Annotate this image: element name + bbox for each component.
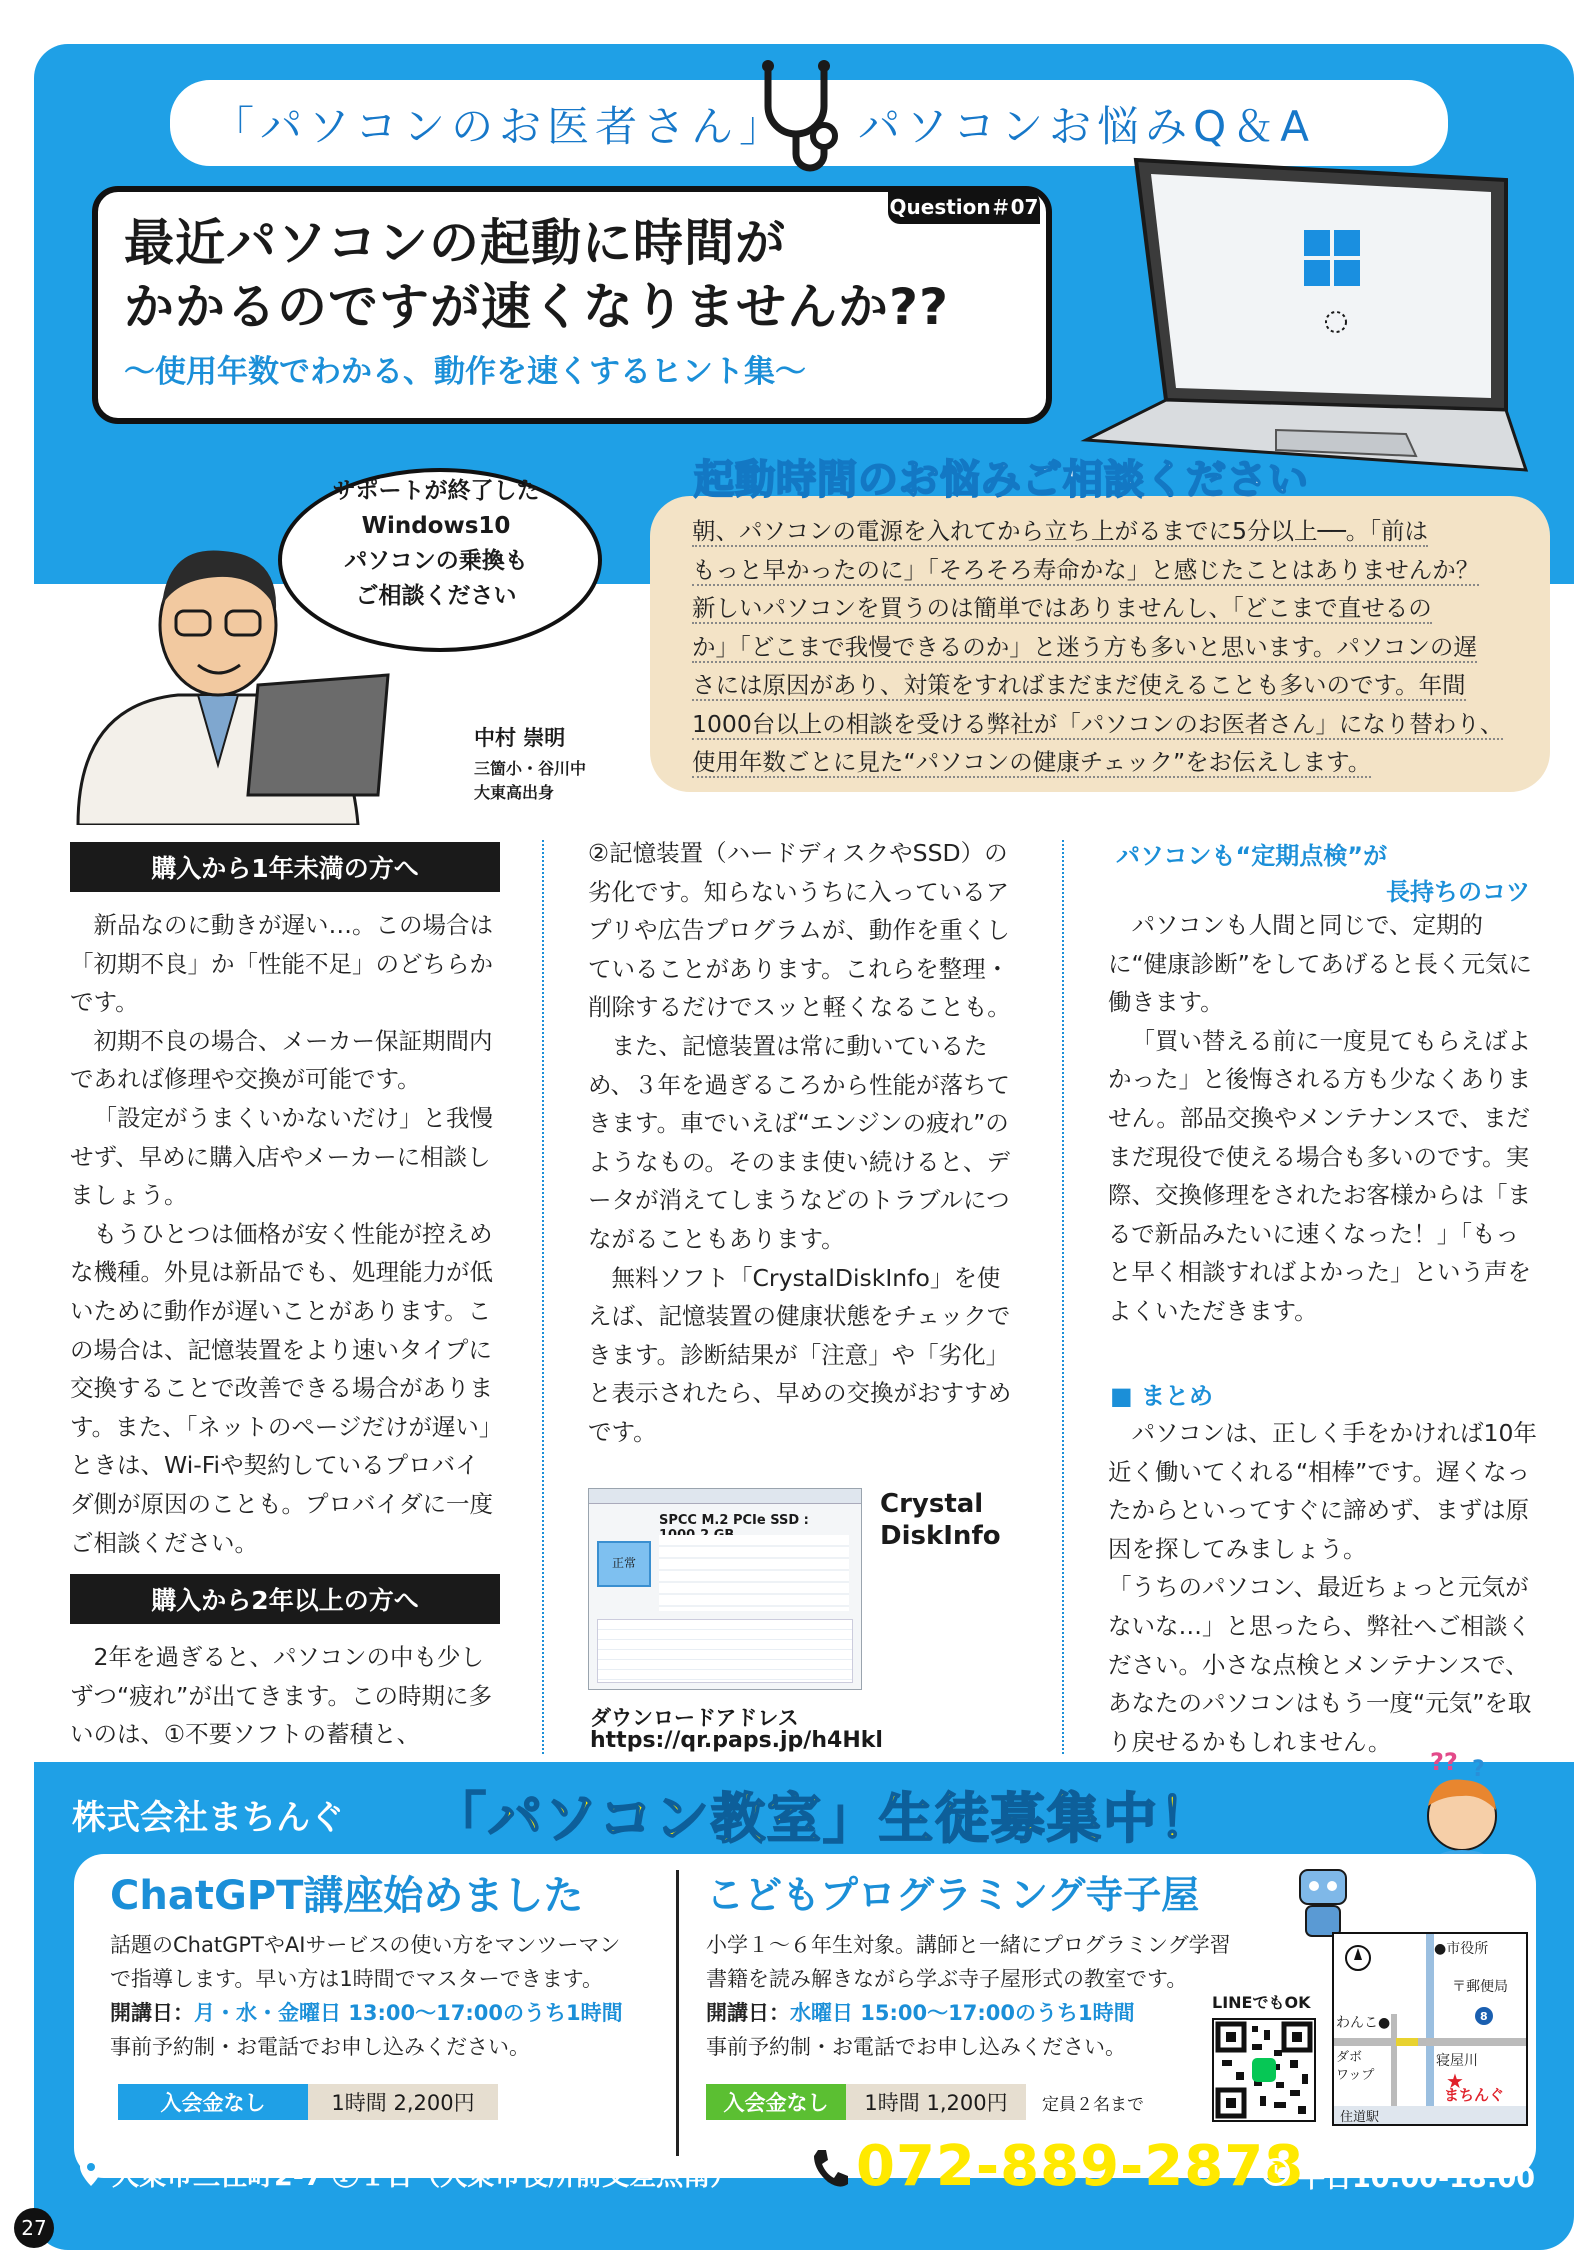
doctor-name: 中村 崇明 (474, 726, 566, 750)
banner-title: 「パソコン教室」生徒募集中！ (432, 1787, 1215, 1850)
consult-line: もっと早かったのに」「そろそろ寿命かな」と感じたことはありませんか？ (692, 555, 1480, 584)
doctor-school2: 大東高出身 (474, 783, 555, 802)
course2-fee-label: 入会金なし (706, 2084, 846, 2120)
access-map (1332, 1932, 1528, 2126)
consult-title: 起動時間のお悩みご相談ください (694, 457, 1309, 503)
summary-head: ■ まとめ (1110, 1382, 1214, 1410)
section-head-1year: 購入から1年未満の方へ (70, 842, 500, 892)
crystaldiskinfo-screenshot (588, 1488, 862, 1690)
map-label: 住道駅 (1340, 2110, 1380, 2125)
column-divider (542, 840, 544, 1754)
window-titlebar (589, 1489, 861, 1504)
paragraph: 「うちのパソコン、最近ちょっと元気がないな…」と思ったら、弊社へご相談ください。小さな点検とメンテナンスで、あなたのパソコンはもう一度“元気”を取り戻せるかもしれません。 (1108, 1573, 1532, 1756)
question-title-line2: かかるのですが速くなりませんか?? (124, 278, 950, 336)
bubble-line: パソコンの乗換も (344, 548, 528, 574)
col3-subhead-2: 長持ちのコツ (1386, 878, 1530, 906)
course2-text (706, 1928, 1286, 2064)
svg-text:??: ?? (1430, 1748, 1458, 1776)
course2-capacity: 定員２名まで (1042, 2095, 1144, 2115)
course2-line: 書籍を読み解きながら学ぶ寺子屋形式の教室です。 (706, 1967, 1188, 1991)
bubble-line: サポートが終了した (332, 478, 540, 504)
course1-line: 話題のChatGPTやAIサービスの使い方をマンツーマン (110, 1933, 621, 1957)
footer-tel[interactable]: 072-889-2878 (856, 2134, 1305, 2199)
course2-line: 小学１〜６年生対象。講師と一緒にプログラミング学習 (706, 1933, 1231, 1957)
question-title-line1: 最近パソコンの起動に時間が (124, 214, 786, 272)
course1-line: 事前予約制・お電話でお申し込みください。 (110, 2035, 530, 2059)
course1-open-label: 開講日： (110, 2001, 194, 2025)
smart-table (597, 1619, 853, 1683)
doctor-school1: 三箇小・谷川中 (474, 759, 587, 778)
map-label: 寝屋川 (1436, 2053, 1478, 2069)
question-subtitle: 〜使用年数でわかる、動作を速くするヒント集〜 (124, 354, 806, 390)
paragraph: 「設定がうまくいかないだけ」と我慢せず、早めに購入店やメーカーに相談しましょう。 (70, 1103, 493, 1210)
paragraph: 新品なのに動きが遅い…。この場合は「初期不良」か「性能不足」のどちらかです。 (70, 911, 493, 1017)
phone-icon (810, 2146, 850, 2194)
footer-hours: 平日10:00-18:00 (1298, 2163, 1536, 2194)
col3-subhead-1: パソコンも“定期点検”が (1116, 842, 1388, 870)
section-head-2years: 購入から2年以上の方へ (70, 1574, 500, 1624)
paragraph: もうひとつは価格が安く性能が控えめな機種。外見は新品でも、処理能力が低いために動作が遅いことがあります。この場合は、記憶装置をより速いタイプに交換することで改善できる場合があります。また、「ネットのページだけが遅い」ときは、Wi-Fiや契約しているプロバイダ側が原因のことも。プロバイダに一度ご相談ください。 (70, 1219, 493, 1557)
map-label: ワップ (1336, 2068, 1375, 2083)
page-number: 27 (14, 2208, 54, 2248)
laptop-illustration (1036, 150, 1536, 484)
map-label: ダボ (1336, 2050, 1363, 2065)
course1-open-value: 月・水・金曜日 13:00〜17:00のうち1時間 (194, 2001, 623, 2025)
info-rows (659, 1535, 849, 1611)
column3-body (1108, 906, 1540, 1331)
paragraph: パソコンも人間と同じで、定期的に“健康診断”をしてあげると長く元気に働きます。 (1108, 911, 1532, 1017)
map-label: ●市役所 (1434, 1941, 1489, 1957)
speech-bubble-text (278, 474, 594, 614)
bubble-line: ご相談ください (355, 583, 517, 609)
course2-title: こどもプログラミング寺子屋 (706, 1873, 1200, 1917)
column3-summary (1108, 1414, 1540, 1761)
app-label-line: DiskInfo (880, 1521, 1001, 1551)
download-label: ダウンロードアドレス (590, 1706, 799, 1730)
svg-text:?: ? (1472, 1757, 1485, 1782)
download-url[interactable]: https://qr.paps.jp/h4Hkl (590, 1728, 883, 1753)
question-tag: Question＃07 (888, 186, 1040, 224)
column1-body-2 (70, 1638, 500, 1754)
paragraph: 2年を過ぎると、パソコンの中も少しずつ“疲れ”が出てきます。この時期に多いのは、①不要ソフトの蓄積と、 (70, 1643, 492, 1749)
clock-icon (1262, 2158, 1290, 2186)
map-shop: まちんぐ (1444, 2086, 1505, 2104)
header-left-title: 「パソコンのお医者さん」 (212, 102, 788, 151)
health-status: 正常 (597, 1541, 651, 1587)
app-label-line: Crystal (880, 1489, 984, 1519)
map-pin-icon (80, 2156, 102, 2186)
shop-star-icon: ★ (1446, 2069, 1464, 2093)
column1-body (70, 906, 500, 1562)
header-right-title: パソコンお悩みQ＆A (858, 102, 1315, 151)
course2-open-value: 水曜日 15:00〜17:00のうち1時間 (790, 2001, 1135, 2025)
bubble-line: Windows10 (361, 513, 511, 539)
course1-title: ChatGPT講座始めました (110, 1873, 584, 1919)
course1-fee-value: 1時間 2,200円 (308, 2084, 498, 2120)
course2-open-label: 開講日： (706, 2001, 790, 2025)
line-label: LINEでもOK (1212, 1993, 1311, 2012)
course2-line: 事前予約制・お電話でお申し込みください。 (706, 2035, 1126, 2059)
map-label: 〒郵便局 (1452, 1979, 1508, 1995)
drive-title: SPCC M.2 PCIe SSD : (659, 1513, 809, 1528)
column-divider (1062, 840, 1064, 1754)
route-number: 8 (1480, 2010, 1488, 2023)
footer-address: 大東市三住町2-7 Ⓟ１台（大東市役所前交差点南） (112, 2161, 738, 2192)
consult-line: 朝、パソコンの電源を入れてから立ち上がるまでに5分以上──。「前は (692, 517, 1429, 545)
paragraph: パソコンは、正しく手をかければ10年近く働いてくれる“相棒”です。遅くなったからといってすぐに諦めず、まずは原因を探してみましょう。 (1108, 1419, 1537, 1563)
company-name: 株式会社まちんぐ (72, 1798, 344, 1838)
paragraph: 無料ソフト「CrystalDiskInfo」を使えば、記憶装置の健康状態をチェックできます。診断結果が「注意」や「劣化」と表示されたら、早めの交換がおすすめです。 (588, 1263, 1012, 1446)
paragraph: 初期不良の場合、メーカー保証期間内であれば修理や交換が可能です。 (70, 1026, 493, 1094)
consult-text (692, 512, 1520, 782)
consult-line: か」「どこまで我慢できるのか」と迷う方も多いと思います。パソコンの遅 (692, 632, 1477, 661)
consult-line: さには原因があり、対策をすればまだまだ使えることも多いのです。年間 (692, 671, 1466, 699)
consult-line: 1000台以上の相談を受ける弊社が「パソコンのお医者さん」になり替わり、 (692, 709, 1504, 738)
course-divider (676, 1870, 679, 2156)
course1-fee-label: 入会金なし (118, 2084, 308, 2120)
paragraph: 「買い替える前に一度見てもらえばよかった」と後悔される方も少なくありません。部品交換やメンテナンスで、まだまだ現役で使える場合も多いのです。実際、交換修理をされたお客様からは「まるで新品みたいに速くなった！」「もっと早く相談すればよかった」という声をよくいただきます。 (1108, 1026, 1531, 1325)
consult-line: 新しいパソコンを買うのは簡単ではありませんし、「どこまで直せるの (692, 594, 1432, 622)
qr-code[interactable] (1212, 2018, 1316, 2122)
column2-body (588, 834, 1018, 1452)
map-label: わんこ● (1336, 2015, 1391, 2031)
app-label (880, 1488, 1001, 1552)
paragraph: ②記憶装置（ハードディスクやSSD）の劣化です。知らないうちに入っているアプリや広告プログラムが、動作を重くしていることがあります。これらを整理・削除するだけでスッと軽くなることも。 (588, 839, 1011, 1022)
paragraph: また、記憶装置は常に動いているため、３年を過ぎるころから性能が落ちてきます。車でいえば“エンジンの疲れ”のようなもの。そのまま使い続けると、データが消えてしまうなどのトラブルにつながることもあります。 (588, 1031, 1011, 1253)
course1-line: で指導します。早い方は1時間でマスターできます。 (110, 1967, 603, 1991)
stethoscope-icon (748, 56, 868, 180)
consult-line: 使用年数ごとに見た“パソコンの健康チェック”をお伝えします。 (692, 748, 1372, 776)
course2-fee-value: 1時間 1,200円 (846, 2084, 1026, 2120)
course1-text (110, 1928, 670, 2064)
